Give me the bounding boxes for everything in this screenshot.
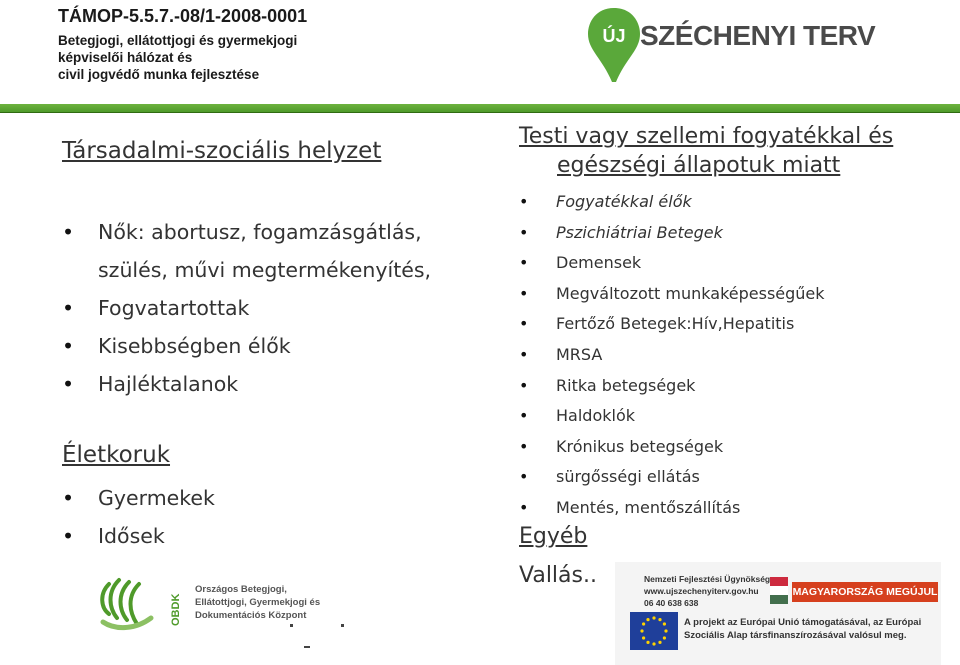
heading-age: Életkoruk [62, 442, 171, 468]
list-item: • Ritka betegségek [519, 371, 939, 402]
religion-text: Vallás.. [519, 563, 597, 588]
project-subtitle [58, 32, 297, 83]
list-item: • Krónikus betegségek [519, 432, 939, 463]
obdk-name [195, 583, 320, 622]
list-item: • Demensek [519, 248, 939, 279]
list-item: • Megváltozott munkaképességűek [519, 279, 939, 310]
decorative-dot [341, 624, 344, 627]
logo-swirl-icon [102, 580, 139, 624]
list-item: • Haldoklók [519, 401, 939, 432]
decorative-dash [304, 646, 310, 648]
decorative-dot [290, 624, 293, 627]
brand-name: SZÉCHENYI TERV [640, 20, 876, 51]
obdk-line: Országos Betegjogi, [195, 584, 287, 595]
header-divider [0, 104, 960, 112]
eu-line: Szociális Alap társfinanszírozásával valósul meg. [684, 630, 907, 641]
hungary-flag-icon [770, 577, 788, 604]
magyarorszag-megujul-banner: MAGYARORSZÁG MEGÚJUL [792, 582, 938, 602]
nfu-line: 06 40 638 638 [644, 598, 699, 608]
subtitle-line: Betegjogi, ellátottjogi és gyermekjogi [58, 33, 298, 48]
social-situation-list [62, 213, 482, 403]
list-item: • Nők: abortusz, fogamzásgátlás, szülés, művi megtermékenyítés, [62, 213, 482, 289]
list-item: • Idősek [62, 517, 215, 555]
list-item: • MRSA [519, 340, 939, 371]
heading-social-situation: Társadalmi-szociális helyzet [62, 138, 382, 164]
list-item: • Gyermekek [62, 479, 215, 517]
list-item: • Pszichiátriai Betegek [519, 218, 939, 249]
age-list [62, 479, 215, 555]
eu-funding-note [684, 616, 921, 642]
heading-line: Testi vagy szellemi fogyatékkal és [519, 124, 894, 149]
list-item: • Fogvatartottak [62, 289, 482, 327]
list-item: • Mentés, mentőszállítás [519, 493, 939, 524]
eu-flag-icon [630, 612, 678, 650]
nfu-line: Nemzeti Fejlesztési Ügynökség [644, 574, 771, 584]
heading-other: Egyéb [519, 524, 588, 549]
project-code: TÁMOP-5.5.7.-08/1-2008-0001 [58, 6, 308, 26]
obdk-line: Ellátottjogi, Gyermekjogi és [195, 597, 321, 608]
list-item: • Hajléktalanok [62, 365, 482, 403]
logo-acronym: OBDK [170, 593, 182, 626]
heading-line: egészségi állapotuk miatt [557, 153, 841, 178]
list-item: • Fertőző Betegek:Hív,Hepatitis [519, 309, 939, 340]
subtitle-line: civil jogvédő munka fejlesztése [58, 67, 260, 82]
eu-line: A projekt az Európai Unió támogatásával, az Európai [684, 617, 922, 628]
disability-health-list [519, 187, 939, 524]
list-item: • Fogyatékkal élők [519, 187, 939, 218]
nfu-line: www.ujszechenyiterv.gov.hu [644, 586, 759, 596]
heading-disability-health [519, 122, 893, 180]
list-item: • Kisebbségben élők [62, 327, 482, 365]
nfu-info [644, 573, 770, 609]
logo-badge: ÚJ [602, 26, 626, 46]
list-item: • sürgősségi ellátás [519, 462, 939, 493]
header-divider-line [0, 112, 960, 113]
subtitle-line: képviselői hálózat és [58, 50, 193, 65]
obdk-line: Dokumentációs Központ [195, 610, 307, 621]
